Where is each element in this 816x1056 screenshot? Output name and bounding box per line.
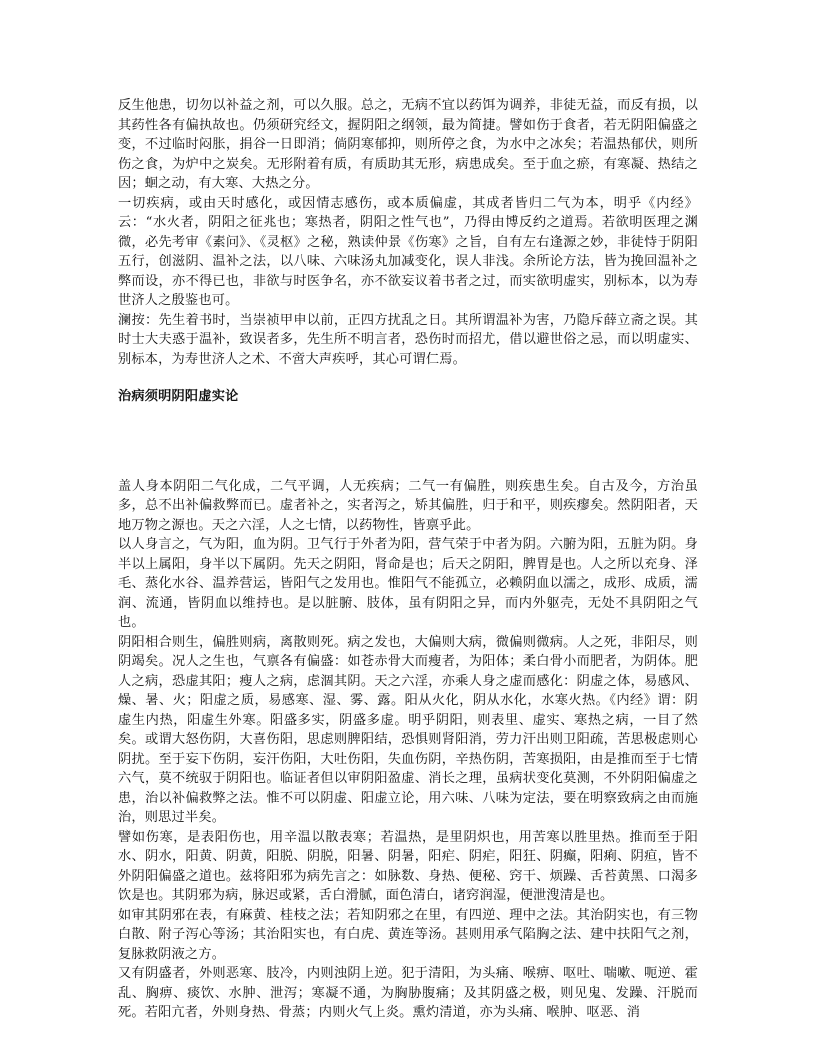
paragraph-9: 又有阴盛者，外则恶寒、肢冷，内则浊阴上逆。犯于清阳，为头痛、喉痹、呕吐、喘嗽、呃逆、霍乱、胸痹、痰饮、水肿、泄泻；寒凝不通，为胸胁腹痛；及其阴盛之极，则见鬼、发躁、汗脱而死。若阳亢者，外则身热、骨蒸；内则火气上炎。熏灼清道，亦为头痛、喉肿、呕恶、消 [118, 966, 698, 1020]
paragraph-1: 反生他患，切勿以补益之剂，可以久服。总之，无病不宜以药饵为调养，非徒无益，而反有损，以其药性各有偏执故也。仍须研究经文，握阴阳之纲领，最为简捷。譬如伤于食者，若无阴阳偏盛之变，不过临时闷胀，捐谷一日即消；倘阴寒郁抑，则所停之食，为水中之冰矣；若温热郁伏，则所伤之食，为炉中之炭矣。无形附着有质，有质助其无形，病患成矣。至于血之瘀，有寒凝、热结之因；蛔之动，有大寒、大热之分。 [118, 98, 698, 191]
paragraph-5: 以人身言之，气为阳，血为阴。卫气行于外者为阳，营气荣于中者为阴。六腑为阳，五脏为阴。身半以上属阳，身半以下属阴。先天之阴阳，肾命是也；后天之阴阳，脾胃是也。人之所以充身、泽毛、蒸化水谷、温养营运，皆阳气之发用也。惟阳气不能孤立，必赖阴血以濡之，成形、成质，濡润、流通，皆阴血以维持也。是以脏腑、肢体，虽有阴阳之异，而内外躯壳，无处不具阴阳之气也。 [118, 537, 698, 630]
document-page [118, 96, 698, 1023]
section-heading: 治病须明阴阳虚实论 [118, 389, 239, 404]
paragraph-8: 如审其阴邪在表，有麻黄、桂枝之法；若知阴邪之在里，有四逆、理中之法。其治阴实也，有三物白散、附子泻心等汤；其治阳实也，有白虎、黄连等汤。甚则用承气陷胸之法、建中扶阳气之剂，复脉救阴液之方。 [118, 907, 698, 962]
paragraph-3: 澜按：先生着书时，当崇祯甲申以前，正四方扰乱之日。其所谓温补为害，乃隐斥薛立斋之误。其时士大夫惑于温补，致误者多，先生所不明言者，恐伤时而招尤，借以避世俗之忌，而以明虚实、别标本，为寿世济人之术、不啻大声疾呼，其心可谓仁焉。 [118, 312, 698, 367]
paragraph-6: 阴阳相合则生，偏胜则病，离散则死。病之发也，大偏则大病，微偏则微病。人之死，非阳尽，则阴竭矣。况人之生也，气禀各有偏盛：如苍赤骨大而瘦者，为阳体；柔白骨小而肥者，为阴体。肥人之病，恐虚其阳；瘦人之病，虑涸其阴。天之六淫，亦乘人身之虚而感化：阴虚之体，易感风、燥、暑、火；阳虚之质，易感寒、湿、雾、露。阳从火化，阴从水化，水寒火热。《内经》谓：阴虚生内热，阳虚生外寒。阳盛多实，阴盛多虚。明乎阴阳，则表里、虚实、寒热之病，一目了然矣。或谓大怒伤阴，大喜伤阳，思虑则脾阳结，恐惧则肾阳消，劳力汗出则卫阳疏，苦思极虑则心阴扰。至于妄下伤阴，妄汗伤阳，大吐伤阳，失血伤阴，辛热伤阴，苦寒损阳，由是推而至于七情六气，莫不统驭于阴阳也。临证者但以审阴阳盈虚、消长之理，虽病状变化莫测，不外阴阳偏虚之患，治以补偏救弊之法。惟不可以阴虚、阳虚立论，用六味、八味为定法，要在明察致病之由而施治，则思过半矣。 [118, 634, 698, 825]
paragraph-7: 譬如伤寒，是表阳伤也，用辛温以散表寒；若温热，是里阴炽也，用苦寒以胜里热。推而至于阳水、阴水，阳黄、阴黄，阳脱、阴脱，阳暑、阴暑，阳疟、阴疟，阳狂、阴癫，阳痢、阴疸，皆不外阴阳偏盛之道也。兹将阳邪为病先言之：如脉数、身热、便秘、窍干、烦躁、舌苔黄黑、口渴多饮是也。其阴邪为病，脉迟或紧，舌白滑腻，面色清白，诸窍润湿，便泄溲清是也。 [118, 829, 698, 903]
paragraph-4: 盖人身本阴阳二气化成，二气平调，人无疾病；二气一有偏胜，则疾患生矣。自古及今，方治虽多，总不出补偏救弊而已。虚者补之，实者泻之，矫其偏胜，归于和平，则疾瘳矣。然阴阳者，天地万物之源也。天之六淫，人之七情，以药物性，皆禀乎此。 [118, 478, 698, 533]
paragraph-2: 一切疾病，或由天时感化，或因情志感伤，或本质偏虚，其成者皆归二气为本，明乎《内经》云：“水火者，阴阳之征兆也；寒热者，阴阳之性气也”，乃得由博反约之道焉。若欲明医理之渊微，必先考审《素问》、《灵枢》之秘，熟读仲景《伤寒》之旨，自有左右逢源之妙，非徒恃于阴阳五行，创滋阴、温补之法，以八味、六味汤丸加减变化，误人非浅。余所论方法，皆为挽回温补之弊而设，亦不得已也，非欲与时医争名，亦不欲妄议着书者之过，而实欲明虚实，别标本，以为寿世济人之殷鉴也可。 [118, 195, 698, 308]
